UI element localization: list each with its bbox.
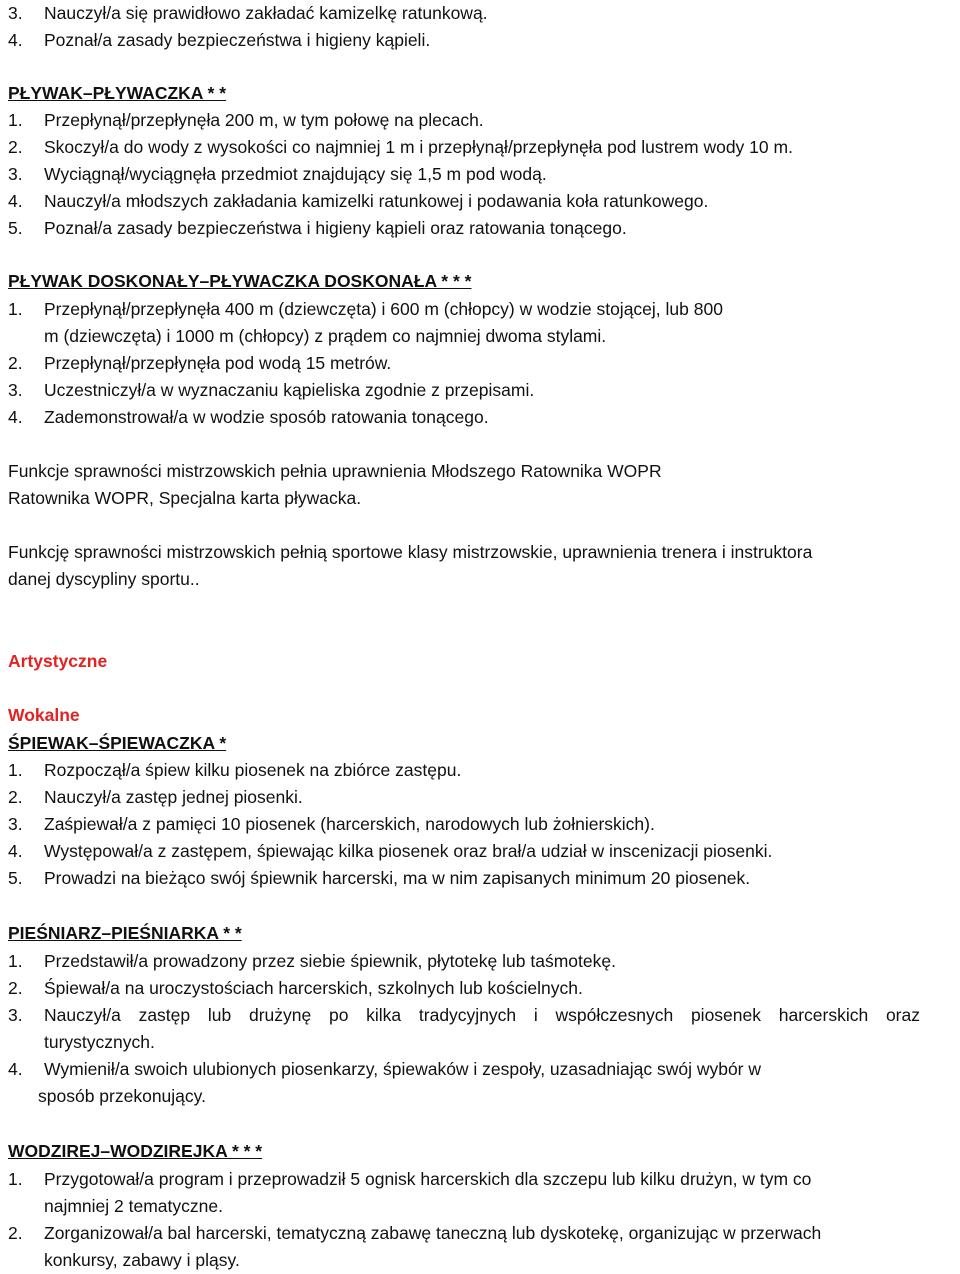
- list-number: 1.: [8, 951, 23, 971]
- list-item: [8, 161, 547, 188]
- list-text: Wyciągnął/wyciągnęła przedmiot znajdujący się 1,5 m pod wodą.: [44, 164, 547, 184]
- list-text-continuation: m (dziewczęta) i 1000 m (chłopcy) z prądem co najmniej dwoma stylami.: [44, 326, 607, 346]
- list-text: Wymienił/a swoich ulubionych piosenkarzy, śpiewaków i zespoły, uzasadniając swój wybór w: [44, 1059, 762, 1079]
- paragraph-line: Funkcje sprawności mistrzowskich pełnia uprawnienia Młodszego Ratownika WOPR: [8, 461, 662, 481]
- list-number: 4.: [8, 30, 23, 50]
- list-item: [8, 865, 750, 892]
- list-number: 5.: [8, 218, 23, 238]
- list-number: 3.: [8, 164, 23, 184]
- list-text-continuation: najmniej 2 tematyczne.: [44, 1196, 223, 1216]
- list-number: 2.: [8, 978, 23, 998]
- list-number: 4.: [8, 841, 23, 861]
- spiewak-title: ŚPIEWAK–ŚPIEWACZKA *: [8, 733, 227, 753]
- section-heading-artystyczne: Artystyczne: [8, 651, 108, 671]
- list-item: [8, 377, 534, 404]
- list-item: [8, 757, 461, 784]
- list-item: [8, 404, 489, 431]
- list-text: Nauczył/a zastęp lub drużynę po kilka tradycyjnych i współczesnych piosenek harcerskich oraz: [44, 1005, 920, 1025]
- list-number: 3.: [8, 814, 23, 834]
- list-text: Poznał/a zasady bezpieczeństwa i higieny kąpieli.: [44, 30, 431, 50]
- list-item: [8, 188, 708, 215]
- list-item: [8, 350, 391, 377]
- list-number: 1.: [8, 1169, 23, 1189]
- list-number: 1.: [8, 110, 23, 130]
- list-text: Uczestniczył/a w wyznaczaniu kąpieliska zgodnie z przepisami.: [44, 380, 535, 400]
- plywak-title: PŁYWAK–PŁYWACZKA * *: [8, 83, 227, 103]
- list-text: Zademonstrował/a w wodzie sposób ratowania tonącego.: [44, 407, 489, 427]
- list-text: Zorganizował/a bal harcerski, tematyczną zabawę taneczną lub dyskotekę, organizując w przerwach: [44, 1223, 822, 1243]
- list-text: Przedstawił/a prowadzony przez siebie śpiewnik, płytotekę lub taśmotekę.: [44, 951, 616, 971]
- list-item: [8, 0, 488, 27]
- piesniarz-title: PIEŚNIARZ–PIEŚNIARKA * *: [8, 923, 242, 943]
- list-item: [8, 296, 723, 323]
- list-item: [8, 107, 484, 134]
- wodzirej-title: WODZIREJ–WODZIREJKA * * *: [8, 1141, 263, 1161]
- list-item: [8, 134, 793, 161]
- list-item: [8, 1220, 821, 1247]
- list-text: Przygotował/a program i przeprowadził 5 ognisk harcerskich dla szczepu lub kilku drużyn, w tym co: [44, 1169, 812, 1189]
- list-text: Prowadzi na bieżąco swój śpiewnik harcerski, ma w nim zapisanych minimum 20 piosenek.: [44, 868, 751, 888]
- list-item: [8, 215, 627, 242]
- paragraph-line: danej dyscypliny sportu..: [8, 569, 200, 589]
- list-text: Zaśpiewał/a z pamięci 10 piosenek (harcerskich, narodowych lub żołnierskich).: [44, 814, 655, 834]
- list-number: 5.: [8, 868, 23, 888]
- list-text: Nauczył/a zastęp jednej piosenki.: [44, 787, 303, 807]
- list-number: 2.: [8, 137, 23, 157]
- list-number: 4.: [8, 1059, 23, 1079]
- list-number: 3.: [8, 380, 23, 400]
- list-text: Śpiewał/a na uroczystościach harcerskich, szkolnych lub kościelnych.: [44, 978, 583, 998]
- list-text: Przepłynął/przepłynęła 400 m (dziewczęta) i 600 m (chłopcy) w wodzie stojącej, lub 800: [44, 299, 723, 319]
- list-text: Rozpoczął/a śpiew kilku piosenek na zbiórce zastępu.: [44, 760, 462, 780]
- list-item: [8, 27, 430, 54]
- list-number: 1.: [8, 299, 23, 319]
- list-number: 2.: [8, 1223, 23, 1243]
- list-item: [8, 1002, 920, 1029]
- list-number: 3.: [8, 1005, 23, 1025]
- section-heading-wokalne: Wokalne: [8, 705, 80, 725]
- list-item: [8, 784, 303, 811]
- list-item: [8, 1166, 811, 1193]
- list-text: Skoczył/a do wody z wysokości co najmniej 1 m i przepłynął/przepłynęła pod lustrem wody 10 m.: [44, 137, 793, 157]
- list-number: 2.: [8, 787, 23, 807]
- list-text: Występował/a z zastępem, śpiewając kilka piosenek oraz brał/a udział w inscenizacji piosenki.: [44, 841, 773, 861]
- list-number: 2.: [8, 353, 23, 373]
- list-text: Przepłynął/przepłynęła pod wodą 15 metrów.: [44, 353, 392, 373]
- list-text: Nauczył/a się prawidłowo zakładać kamizelkę ratunkową.: [44, 3, 488, 23]
- list-text-continuation: turystycznych.: [44, 1032, 155, 1052]
- list-text: Poznał/a zasady bezpieczeństwa i higieny kąpieli oraz ratowania tonącego.: [44, 218, 627, 238]
- list-text-continuation: sposób przekonujący.: [38, 1086, 206, 1106]
- paragraph-line: Funkcję sprawności mistrzowskich pełnią sportowe klasy mistrzowskie, uprawnienia trenera i instruktora: [8, 542, 813, 562]
- list-number: 3.: [8, 3, 23, 23]
- list-text-continuation: konkursy, zabawy i pląsy.: [44, 1250, 240, 1270]
- list-item: [8, 975, 583, 1002]
- doskonaly-title: PŁYWAK DOSKONAŁY–PŁYWACZKA DOSKONAŁA * * *: [8, 271, 472, 291]
- list-item: [8, 811, 655, 838]
- list-text: Nauczył/a młodszych zakładania kamizelki ratunkowej i podawania koła ratunkowego.: [44, 191, 709, 211]
- list-number: 4.: [8, 407, 23, 427]
- list-item: [8, 838, 772, 865]
- list-number: 4.: [8, 191, 23, 211]
- list-text: Przepłynął/przepłynęła 200 m, w tym połowę na plecach.: [44, 110, 484, 130]
- paragraph-line: Ratownika WOPR, Specjalna karta pływacka.: [8, 488, 362, 508]
- list-item: [8, 1056, 761, 1083]
- list-number: 1.: [8, 760, 23, 780]
- list-item: [8, 948, 616, 975]
